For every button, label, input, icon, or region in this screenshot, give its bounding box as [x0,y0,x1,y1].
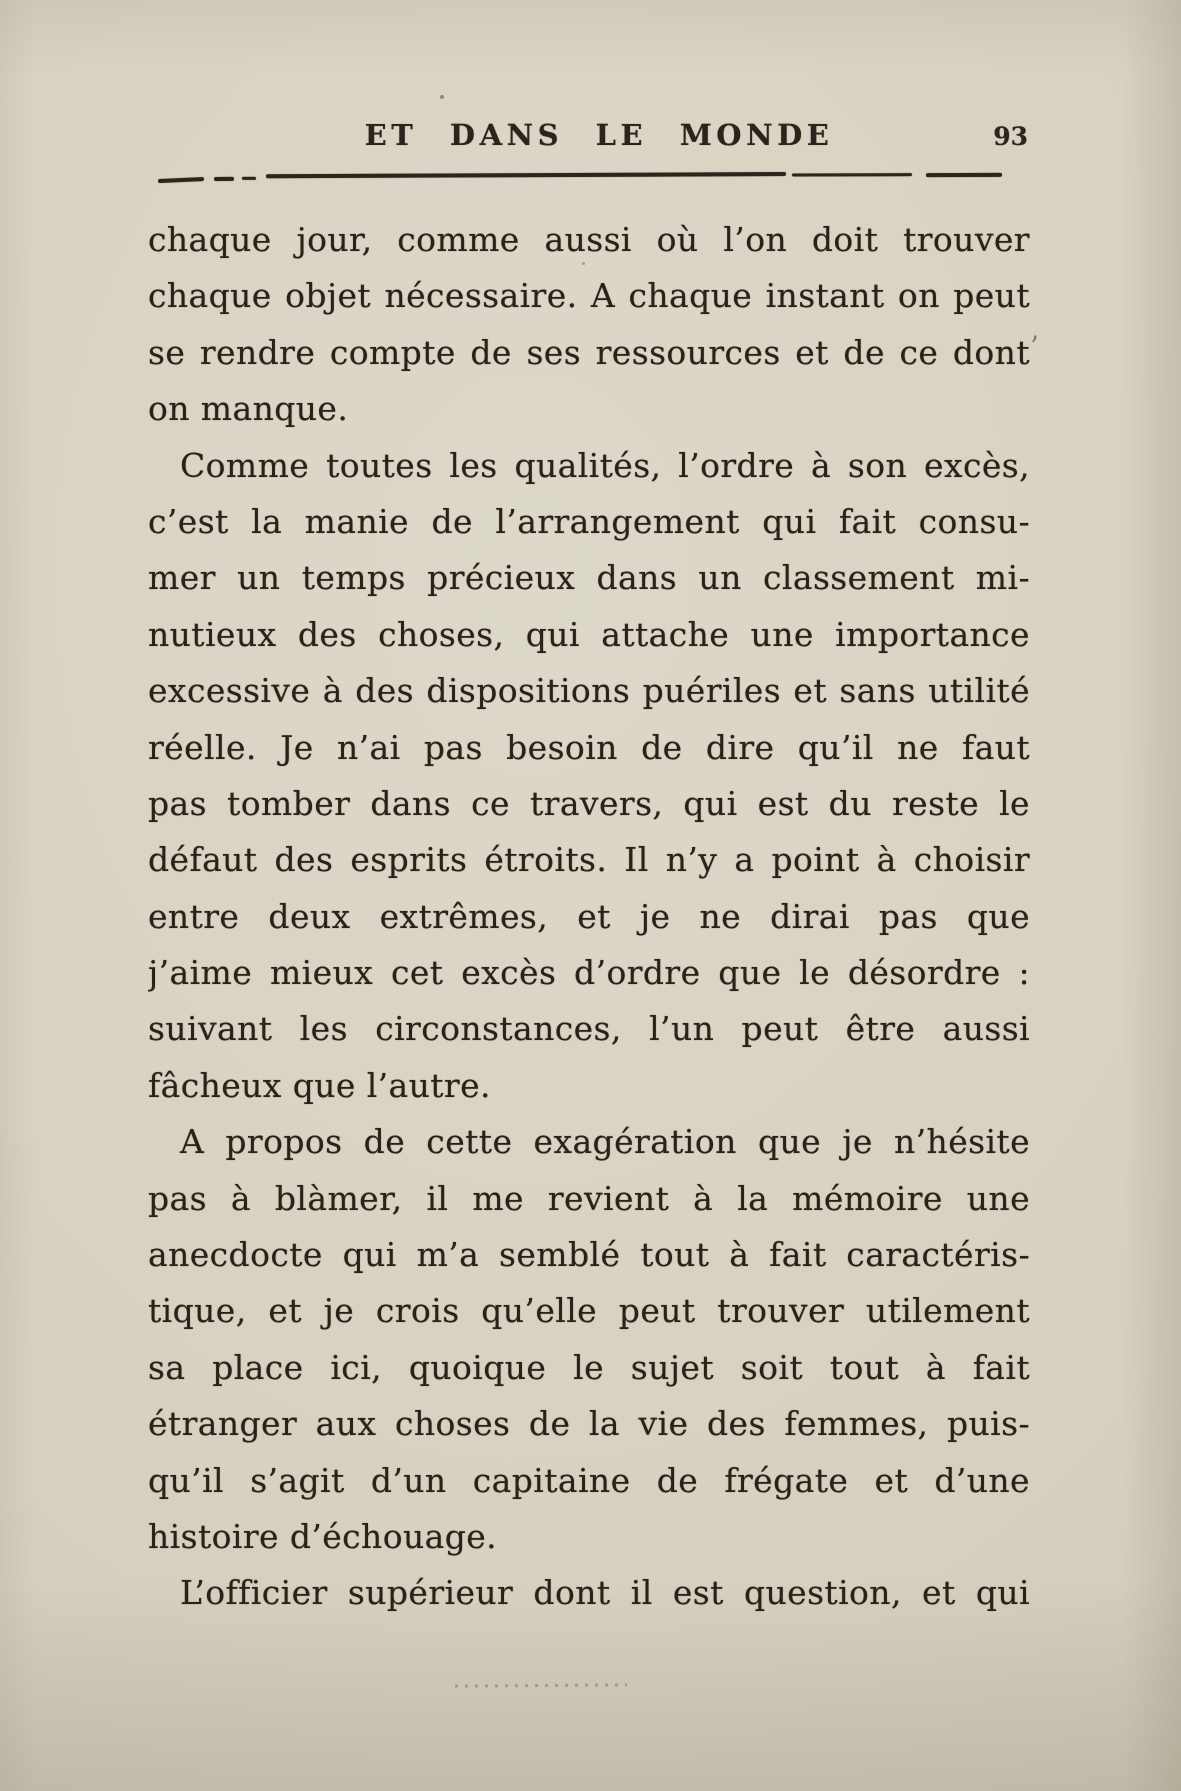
page-number: 93 [993,122,1028,151]
text-line: défaut des esprits étroits. Il n’y a point à choisir [148,840,1030,880]
text-line: chaque objet nécessaire. A chaque instant on peut [148,276,1030,316]
text-line: pas tomber dans ce travers, qui est du reste le [148,783,1030,823]
text-line: entre deux extrêmes, et je ne dirai pas que [148,896,1030,936]
body-text [148,212,1030,1622]
rule-segment [242,177,256,180]
rule-segment [266,172,786,178]
text-line: A propos de cette exagération que je n’hésite [180,1122,1030,1162]
text-line: anecdocte qui m’a semblé tout à fait caractéris- [148,1235,1030,1275]
ink-speck [582,262,585,265]
rule-segment [214,177,234,181]
text-line: j’aime mieux cet excès d’ordre que le désordre : [148,953,1030,993]
text-line: fâcheux que l’autre. [148,1065,491,1105]
text-line: sa place ici, quoique le sujet soit tout à fait [148,1347,1030,1387]
text-line: tique, et je crois qu’elle peut trouver utilement [148,1291,1030,1331]
rule-segment [926,173,1002,177]
ink-speck: ’ [1030,330,1039,363]
text-line: se rendre compte de ses ressources et de ce dont [148,332,1030,372]
page-header [148,118,1030,162]
rule-segment [792,173,912,176]
text-line: étranger aux choses de la vie des femmes, puis- [148,1404,1030,1444]
text-line: histoire d’échouage. [148,1516,498,1556]
rule-segment [158,177,204,183]
text-line: on manque. [148,389,349,429]
text-line: qu’il s’agit d’un capitaine de frégate et d’une [148,1460,1030,1500]
text-line: réelle. Je n’ai pas besoin de dire qu’il ne faut [148,727,1030,767]
text-line: c’est la manie de l’arrangement qui fait consu- [148,501,1030,541]
running-title: ET DANS LE MONDE [364,118,834,152]
smudge-dots [455,1683,627,1687]
text-line: chaque jour, comme aussi où l’on doit trouver [148,220,1030,259]
text-line: mer un temps précieux dans un classement mi- [148,558,1030,598]
text-line: suivant les circonstances, l’un peut être aussi [148,1009,1030,1049]
header-rule [158,172,1022,182]
ink-speck [440,95,444,99]
text-line: L’officier supérieur dont il est question, et qui [180,1573,1030,1613]
text-line: excessive à des dispositions puériles et sans utilité [148,671,1030,711]
text-line: pas à blàmer, il me revient à la mémoire une [148,1178,1030,1218]
text-line: nutieux des choses, qui attache une importance [148,614,1030,654]
text-line: Comme toutes les qualités, l’ordre à son excès, [180,445,1030,485]
